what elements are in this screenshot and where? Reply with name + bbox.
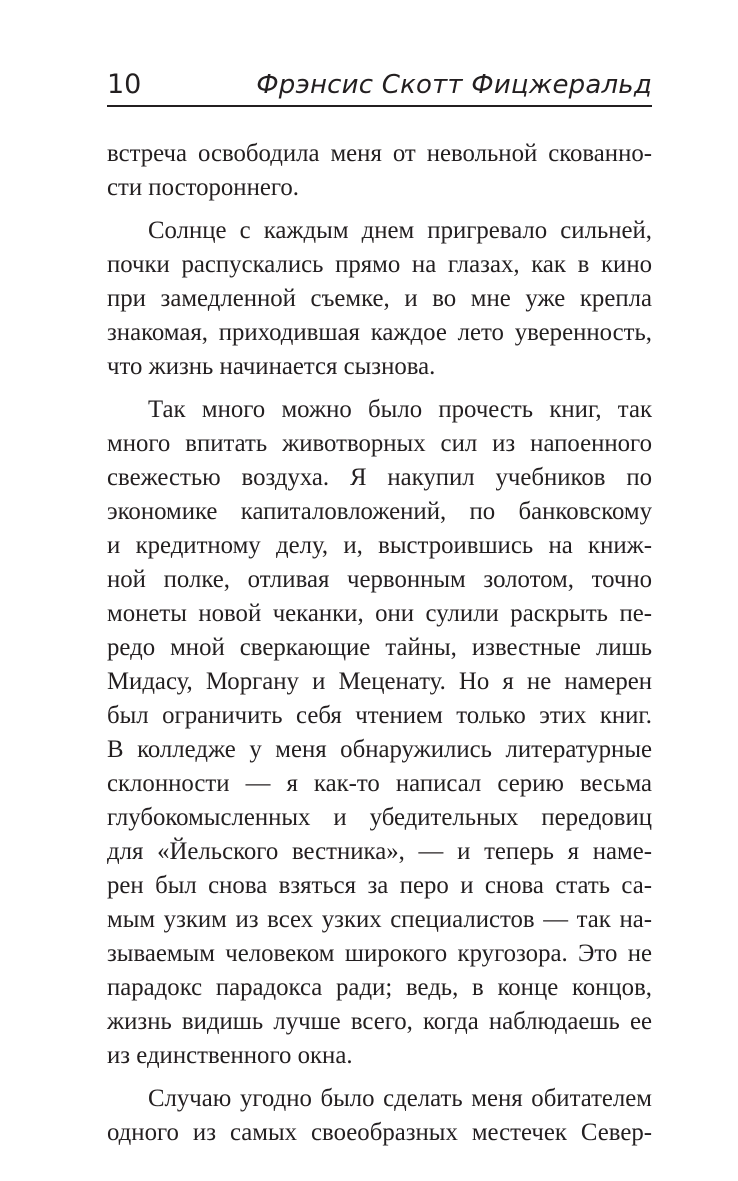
- text-line: редо мной сверкающие тайны, известные лишь: [107, 634, 652, 661]
- text-line: сти постороннего.: [107, 174, 300, 201]
- body-text: [107, 137, 652, 1159]
- text-line: для «Йельского вестника», — и теперь я наме-: [107, 838, 652, 865]
- text-line: жизнь видишь лучше всего, когда наблюдаешь ее: [107, 1008, 652, 1035]
- text-line: склонности — я как-то написал серию весьма: [107, 770, 652, 797]
- text-line: свежестью воздуха. Я накупил учебников по: [107, 464, 652, 491]
- text-line: был ограничить себя чтением только этих книг.: [107, 702, 652, 729]
- text-line: что жизнь начинается сызнова.: [107, 353, 436, 380]
- text-line: монеты новой чеканки, они сулили раскрыть пе-: [107, 600, 652, 627]
- text-line: встреча освободила меня от невольной скованно-: [107, 140, 652, 167]
- text-line: экономике капиталовложений, по банковскому: [107, 498, 652, 525]
- text-line: ной полке, отливая червонным золотом, точно: [107, 566, 652, 593]
- text-line: знакомая, приходившая каждое лето уверенность,: [107, 319, 652, 346]
- text-line: зываемым человеком широкого кругозора. Это не: [107, 940, 652, 967]
- text-line: мым узким из всех узких специалистов — так на-: [107, 906, 652, 933]
- page-number: 10: [107, 69, 142, 100]
- text-line: рен был снова взяться за перо и снова стать са-: [107, 872, 652, 899]
- text-line: Мидасу, Моргану и Меценату. Но я не намерен: [107, 668, 652, 695]
- paragraph: [107, 214, 652, 384]
- text-line: почки распускались прямо на глазах, как в кино: [107, 251, 652, 278]
- page-header: [107, 64, 652, 108]
- text-line: из единственного окна.: [107, 1042, 353, 1069]
- text-line: глубокомысленных и убедительных передовиц: [107, 804, 652, 831]
- running-title: Фрэнсис Скотт Фицжеральд: [256, 70, 652, 100]
- text-line: Солнце с каждым днем пригревало сильней,: [148, 217, 652, 244]
- text-line: В колледже у меня обнаружились литературные: [107, 736, 652, 763]
- text-line: парадокс парадокса ради; ведь, в конце концов,: [107, 974, 652, 1001]
- text-line: много впитать животворных сил из напоенного: [107, 430, 652, 457]
- text-line: при замедленной съемке, и во мне уже крепла: [107, 285, 652, 312]
- paragraph: [107, 137, 652, 205]
- header-rule: [107, 105, 652, 107]
- text-line: и кредитному делу, и, выстроившись на книж-: [107, 532, 652, 559]
- paragraph: [107, 1082, 652, 1150]
- text-line: Случаю угодно было сделать меня обитателем: [148, 1085, 652, 1112]
- text-line: Так много можно было прочесть книг, так: [148, 396, 652, 423]
- paragraph: [107, 393, 652, 1073]
- text-line: одного из самых своеобразных местечек Север-: [107, 1119, 652, 1146]
